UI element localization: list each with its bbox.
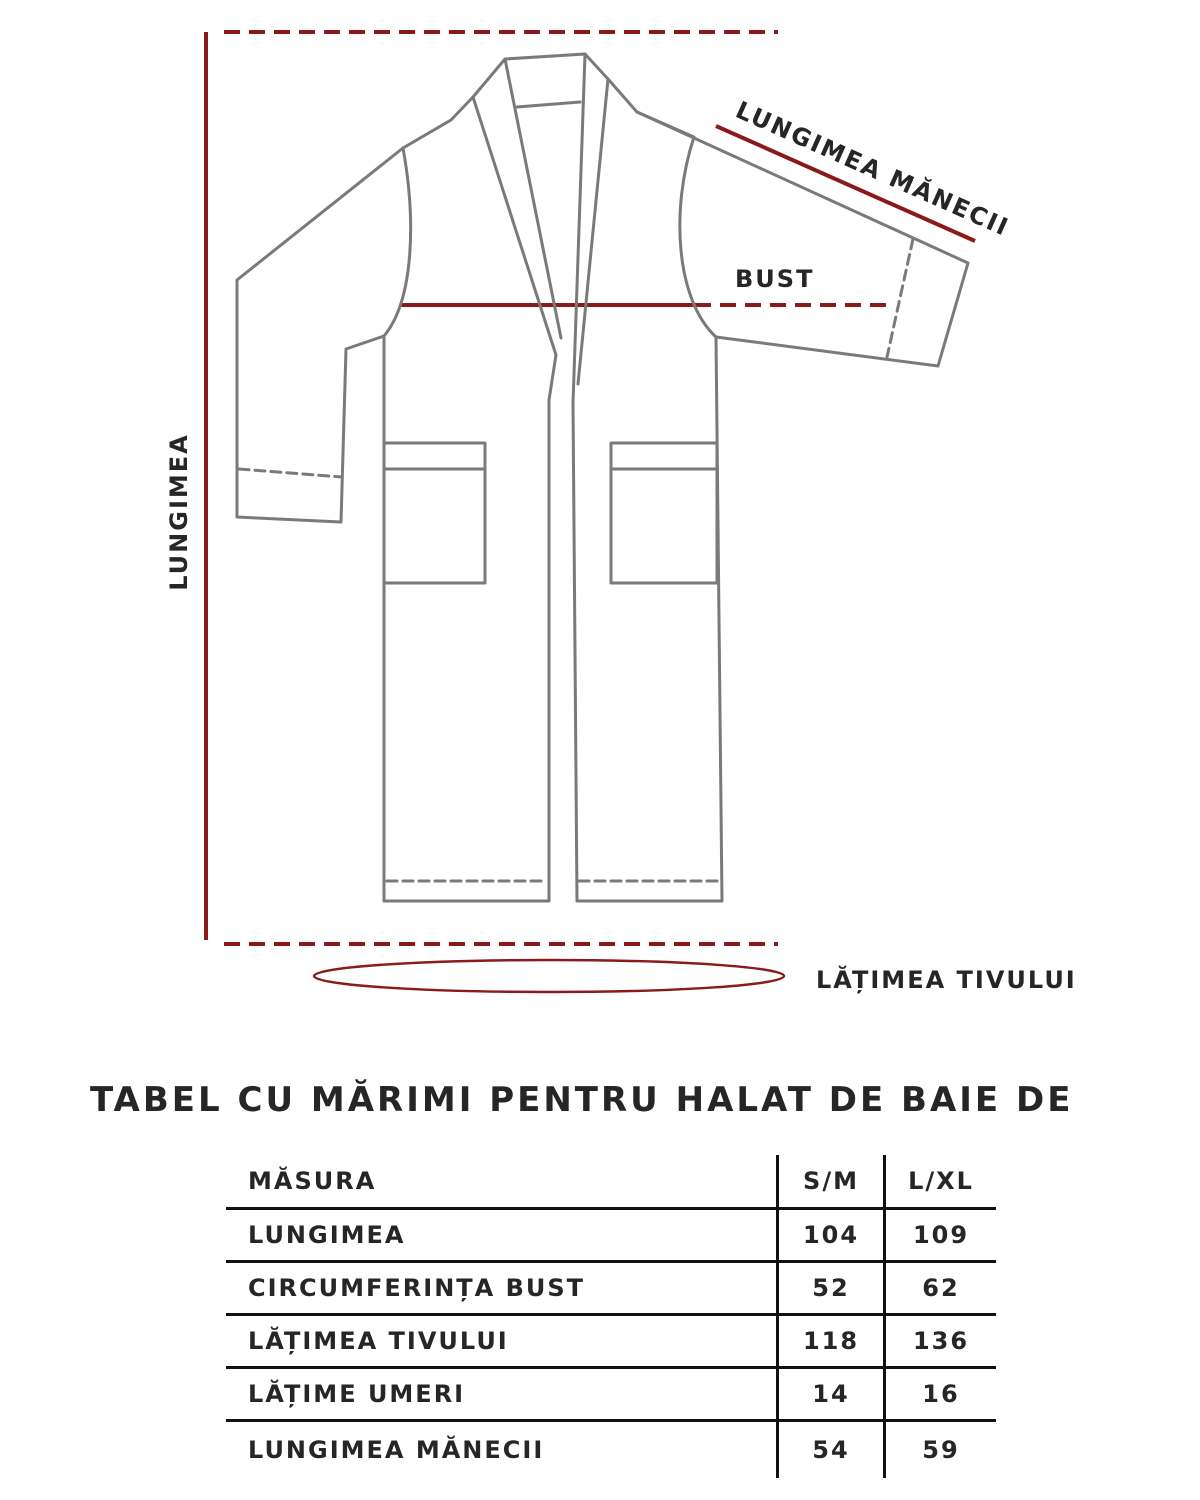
row-lxl-value: 62	[885, 1262, 997, 1315]
row-lxl-value: 109	[885, 1209, 997, 1262]
row-sm-value: 52	[778, 1262, 885, 1315]
left-armhole	[384, 148, 411, 336]
row-measure: LĂȚIME UMERI	[226, 1368, 778, 1421]
header-lxl: L/XL	[885, 1155, 997, 1209]
row-sm-value: 104	[778, 1209, 885, 1262]
row-measure: LUNGIMEA MĂNECII	[248, 1436, 545, 1464]
row-sm-value: 54	[778, 1421, 885, 1479]
row-lxl-value: 136	[885, 1315, 997, 1368]
header-measure: MĂSURA	[226, 1155, 778, 1209]
left-sleeve-outline	[237, 148, 403, 522]
back-neckline	[517, 102, 580, 107]
length-label: LUNGIMEA	[165, 433, 193, 591]
row-sm-value: 118	[778, 1315, 885, 1368]
header-sm: S/M	[778, 1155, 885, 1209]
left-lapel-inner	[505, 59, 561, 338]
hem-width-ellipse	[314, 960, 784, 992]
right-lapel	[573, 54, 585, 901]
row-measure: CIRCUMFERINȚA BUST	[226, 1262, 778, 1315]
table-header-row	[226, 1155, 996, 1209]
page-title: TABEL CU MĂRIMI PENTRU HALAT DE BAIE DE	[90, 1080, 1074, 1120]
bathrobe-outline	[237, 54, 968, 901]
body-left-side	[384, 336, 549, 901]
shoulders-and-collar	[403, 54, 694, 148]
table-row	[226, 1209, 996, 1262]
row-measure: LUNGIMEA	[226, 1209, 778, 1262]
table-row	[226, 1315, 996, 1368]
size-table	[226, 1155, 996, 1478]
right-sleeve-cuff-dash	[887, 239, 913, 357]
table-row	[226, 1262, 996, 1315]
sleeve-length-label: LUNGIMEA MĂNECII	[731, 95, 1014, 242]
body-right-side	[577, 337, 722, 901]
left-sleeve-cuff-dash	[239, 469, 342, 477]
left-pocket	[384, 443, 485, 583]
row-measure: LĂȚIMEA TIVULUI	[226, 1315, 778, 1368]
row-lxl-value: 59	[885, 1421, 997, 1479]
table-row	[226, 1368, 996, 1421]
hem-width-label: LĂȚIMEA TIVULUI	[816, 966, 1077, 994]
bust-label: BUST	[735, 265, 815, 293]
row-lxl-value: 16	[885, 1368, 997, 1421]
right-pocket	[611, 443, 717, 583]
table-row	[226, 1421, 996, 1479]
row-sm-value: 14	[778, 1368, 885, 1421]
